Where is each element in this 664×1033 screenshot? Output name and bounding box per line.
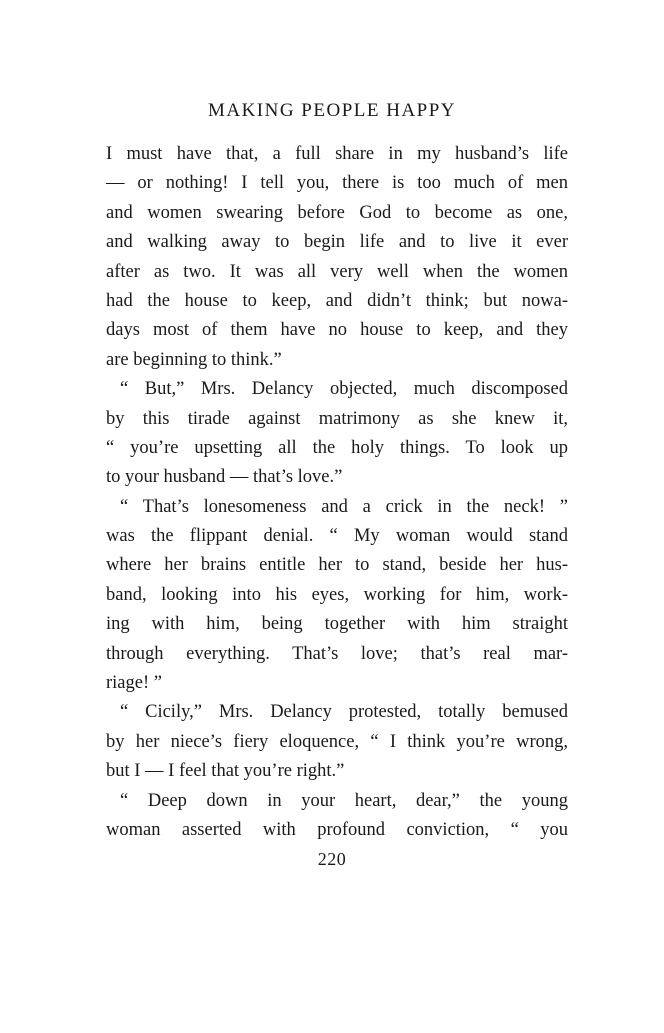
text-line: by her niece’s fiery eloquence, “ I think you’re wrong, (106, 731, 568, 752)
text-line: through everything. That’s love; that’s real mar- (106, 643, 568, 664)
text-line: band, looking into his eyes, working for him, work- (106, 584, 568, 605)
text-line: and walking away to begin life and to live it ever (106, 232, 568, 253)
text-line: “ Deep down in your heart, dear,” the young (120, 790, 568, 811)
text-line: “ you’re upsetting all the holy things. To look up (106, 437, 568, 458)
text-line: riage! ” (106, 673, 162, 694)
page-number: 220 (317, 849, 347, 869)
text-line: — or nothing! I tell you, there is too much of men (106, 173, 568, 194)
text-line: I must have that, a full share in my husband’s life (106, 144, 568, 164)
text-line: had the house to keep, and didn’t think; but nowa- (106, 290, 568, 311)
text-line: to your husband — that’s love.” (106, 467, 343, 488)
text-line: and women swearing before God to become as one, (106, 202, 568, 223)
text-line: was the flippant denial. “ My woman would stand (106, 526, 568, 547)
text-line: are beginning to think.” (106, 349, 282, 370)
text-line: by this tirade against matrimony as she knew it, (106, 408, 568, 429)
text-line: after as two. It was all very well when the women (106, 261, 568, 282)
text-line: “ But,” Mrs. Delancy objected, much discomposed (120, 379, 568, 400)
running-head: MAKING PEOPLE HAPPY (207, 100, 457, 121)
text-line: but I — I feel that you’re right.” (106, 761, 345, 782)
text-line: woman asserted with profound conviction, “ you (106, 819, 568, 840)
text-line: where her brains entitle her to stand, beside her hus- (106, 555, 568, 576)
text-line: “ That’s lonesomeness and a crick in the neck! ” (120, 496, 568, 517)
text-line: ing with him, being together with him straight (106, 614, 568, 635)
text-line: days most of them have no house to keep, and they (106, 320, 568, 341)
text-line: “ Cicily,” Mrs. Delancy protested, totally bemused (120, 702, 568, 723)
body-text (106, 140, 568, 845)
